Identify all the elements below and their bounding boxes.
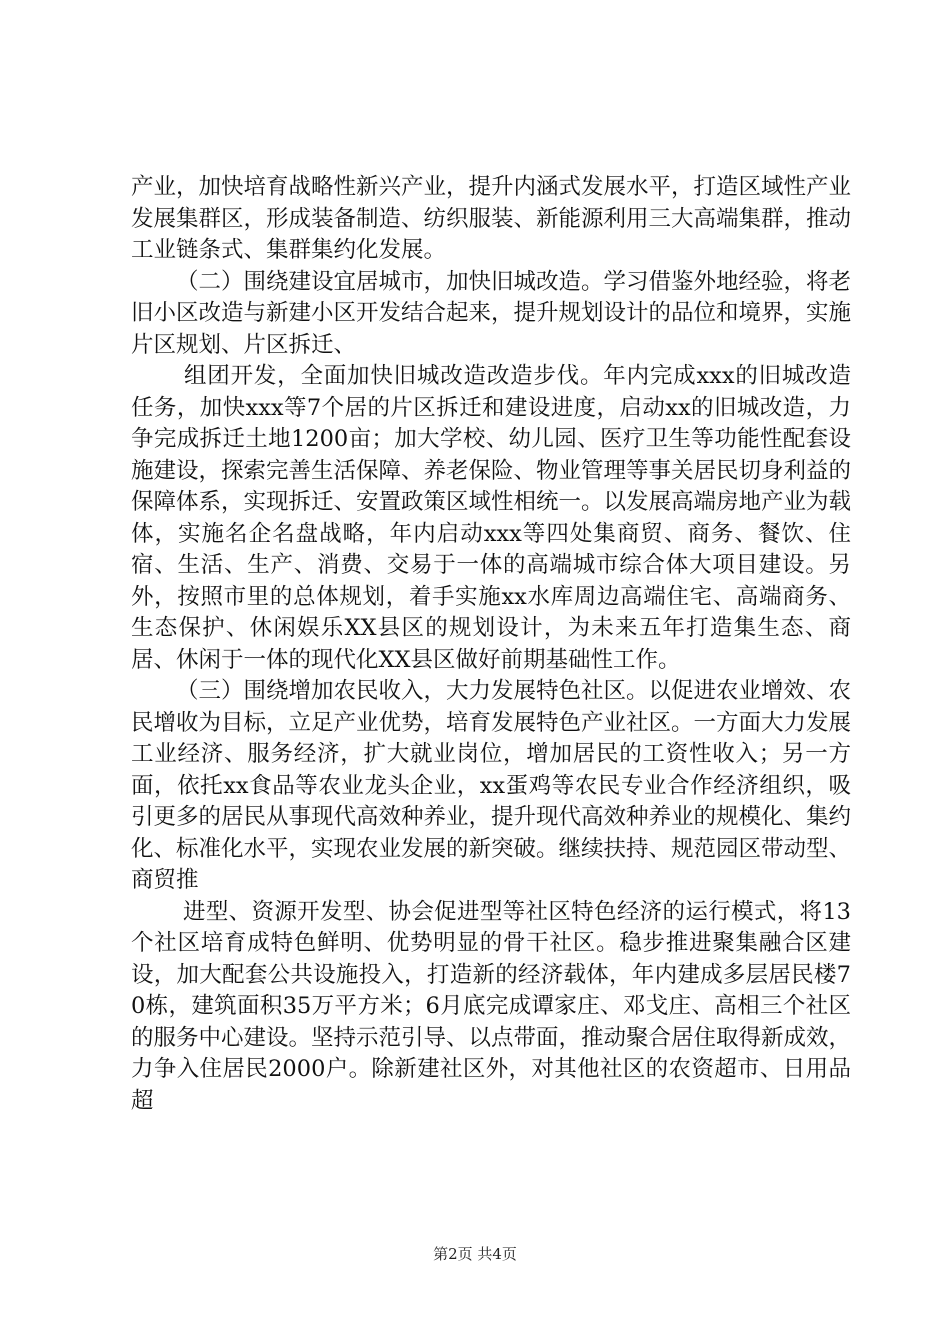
paragraph-section-three-heading: （三）围绕增加农民收入，大力发展特色社区。以促进农业增效、农民增收为目标，立足产业优势，培育发展特色产业社区。一方面大力发展工业经济、服务经济，扩大就业岗位，增加居民的工资性收入；另一方面，依托xx食品等农业龙头企业，xx蛋鸡等农民专业合作经济组织，吸引更多的居民从事现代高效种养业，提升现代高效种养业的规模化、集约化、标准化水平，实现农业发展的新突破。继续扶持、规范园区带动型、商贸推 [131, 678, 852, 893]
paragraph-old-city-renovation: 组团开发，全面加快旧城改造改造步伐。年内完成xxx的旧城改造任务，加快xxx等7个居的片区拆迁和建设进度，启动xx的旧城改造，力争完成拆迁土地1200亩；加大学校、幼儿园、医疗卫生等功能性配套设施建设，探索完善生活保障、养老保险、物业管理等事关居民切身利益的保障体系，实现拆迁、安置政策区域性相统一。以发展高端房地产业为载体，实施名企名盘战略，年内启动xxx等四处集商贸、商务、餐饮、住宿、生活、生产、消费、交易于一体的高端城市综合体大项目建设。另外，按照市里的总体规划，着手实施xx水库周边高端住宅、高端商务、生态保护、休闲娱乐XX县区的规划设计，为未来五年打造集生态、商居、休闲于一体的现代化XX县区做好前期基础性工作。 [131, 363, 852, 673]
paragraph-section-two-heading: （二）围绕建设宜居城市，加快旧城改造。学习借鉴外地经验，将老旧小区改造与新建小区开发结合起来，提升规划设计的品位和境界，实施片区规划、片区拆迁、 [131, 268, 852, 358]
paragraph-continuation: 产业，加快培育战略性新兴产业，提升内涵式发展水平，打造区域性产业发展集群区，形成装备制造、纺织服装、新能源利用三大高端集群，推动工业链条式、集群集约化发展。 [131, 174, 852, 263]
paragraph-community-economy: 进型、资源开发型、协会促进型等社区特色经济的运行模式，将13个社区培育成特色鲜明、优势明显的骨干社区。稳步推进聚集融合区建设，加大配套公共设施投入，打造新的经济载体，年内建成多层居民楼70栋，建筑面积35万平方米；6月底完成谭家庄、邓戈庄、高相三个社区的服务中心建设。坚持示范引导、以点带面，推动聚合居住取得新成效，力争入住居民2000户。除新建社区外，对其他社区的农资超市、日用品超 [131, 898, 852, 1114]
page-footer [0, 1244, 950, 1264]
page-number-label: 第2页 共4页 [433, 1245, 517, 1263]
document-body [131, 172, 851, 1117]
